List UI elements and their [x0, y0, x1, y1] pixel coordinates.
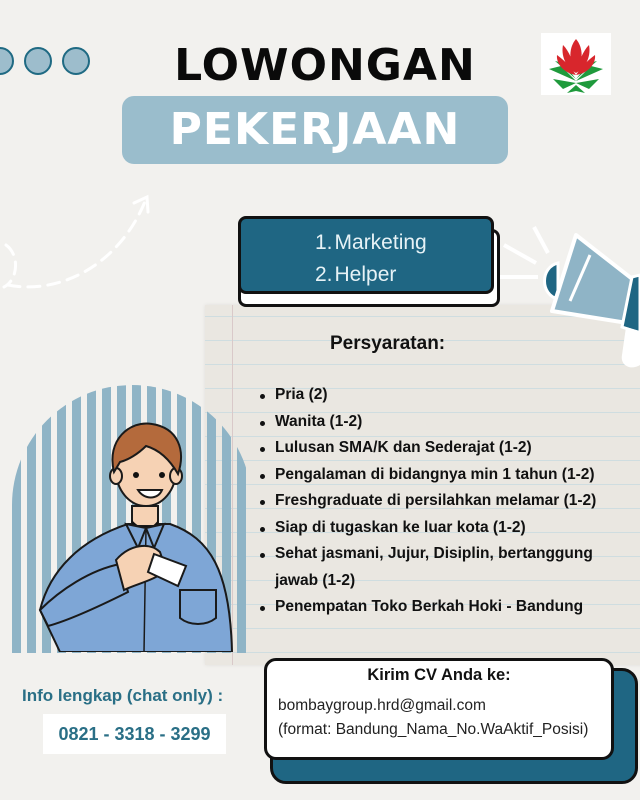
- requirement-item: Freshgraduate di persilahkan melamar (1-2): [258, 488, 620, 515]
- requirement-item: Wanita (1-2): [258, 409, 620, 436]
- position-label: Marketing: [334, 231, 427, 254]
- position-label: Helper: [334, 263, 397, 286]
- requirement-item: Lulusan SMA/K dan Sederajat (1-2): [258, 435, 620, 462]
- cv-format-note: (format: Bandung_Nama_No.WaAktif_Posisi): [278, 721, 589, 738]
- phone-number[interactable]: 0821 - 3318 - 3299: [58, 724, 211, 744]
- requirement-item: Siap di tugaskan ke luar kota (1-2): [258, 515, 620, 542]
- requirements-list: [258, 382, 620, 621]
- megaphone-icon: [500, 215, 640, 375]
- person-illustration-icon: [20, 420, 250, 652]
- requirement-item: Pengalaman di bidangnya min 1 tahun (1-2): [258, 462, 620, 489]
- positions-box: [238, 216, 494, 294]
- dashed-arrow-icon: [0, 185, 160, 295]
- cv-title: Kirim CV Anda ke:: [367, 666, 511, 684]
- title-pekerjaan: PEKERJAAN: [169, 104, 461, 155]
- position-item: [241, 227, 491, 259]
- info-label: Info lengkap (chat only) :: [22, 686, 224, 705]
- requirement-item: Pria (2): [258, 382, 620, 409]
- requirement-item: Penempatan Toko Berkah Hoki - Bandung: [258, 594, 620, 621]
- position-number: 1.: [315, 231, 333, 254]
- position-number: 2.: [315, 263, 333, 286]
- position-item: [241, 259, 491, 291]
- lotus-logo-icon: [541, 33, 611, 95]
- requirements-title: Persyaratan:: [330, 333, 446, 354]
- cv-email-link[interactable]: bombaygroup.hrd@gmail.com: [278, 697, 486, 714]
- requirement-item: Sehat jasmani, Jujur, Disiplin, bertanggung jawab (1-2): [258, 541, 620, 594]
- title-lowongan: LOWONGAN: [174, 40, 476, 91]
